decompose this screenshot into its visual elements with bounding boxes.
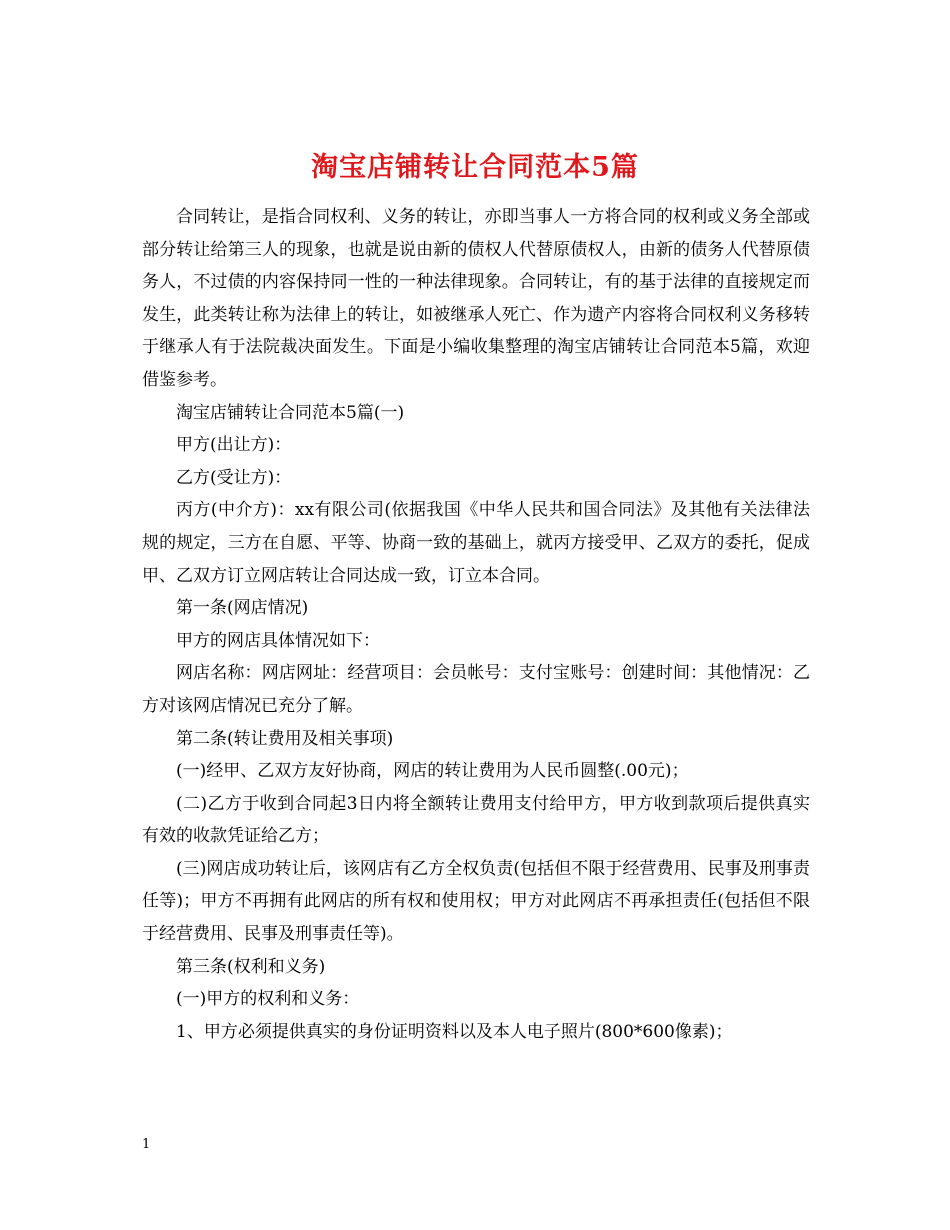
shop-info-intro: 甲方的网店具体情况如下：	[176, 630, 380, 651]
document-body	[142, 201, 810, 1048]
page-number: 1	[142, 1137, 151, 1152]
article-2-clause-2: (二)乙方于收到合同起3日内将全额转让费用支付给甲方，甲方收到款项后提供真实有效的收款凭证给乙方；	[142, 793, 810, 847]
document-title: 淘宝店铺转让合同范本5篇	[311, 152, 639, 184]
article-1-heading: 第一条(网店情况)	[176, 598, 309, 619]
party-a-rights-item-1: 1、甲方必须提供真实的身份证明资料以及本人电子照片(800*600像素)；	[176, 1021, 733, 1042]
shop-info-details: 网店名称：网店网址：经营项目：会员帐号：支付宝账号：创建时间：其他情况：乙方对该网店情况已充分了解。	[142, 663, 810, 716]
article-2-clause-1: (一)经甲、乙双方友好协商，网店的转让费用为人民币圆整(.00元)；	[176, 761, 689, 782]
article-2-clause-3: (三)网店成功转让后，该网店有乙方全权负责(包括但不限于经营费用、民事及刑事责任等)；甲方不再拥有此网店的所有权和使用权；甲方对此网店不再承担责任(包括但不限于经营费用、民事及刑事责任等)。	[142, 858, 810, 945]
contract-heading: 淘宝店铺转让合同范本5篇(一)	[176, 402, 405, 423]
intro-paragraph: 合同转让，是指合同权利、义务的转让，亦即当事人一方将合同的权利或义务全部或部分转让给第三人的现象，也就是说由新的债权人代替原债权人，由新的债务人代替原债务人，不过债的内容保持同一性的一种法律现象。合同转让，有的基于法律的直接规定而发生，此类转让称为法律上的转让，如被继承人死亡、作为遗产内容将合同权利义务移转于继承人有于法院裁决面发生。下面是小编收集整理的淘宝店铺转让合同范本5篇，欢迎借鉴参考。	[142, 207, 810, 390]
article-3-heading: 第三条(权利和义务)	[176, 956, 326, 977]
party-b-line: 乙方(受让方)：	[176, 467, 292, 488]
party-c-paragraph: 丙方(中介方)：xx有限公司(依据我国《中华人民共和国合同法》及其他有关法律法规的规定，三方在自愿、平等、协商一致的基础上，就丙方接受甲、乙双方的委托，促成甲、乙双方订立网店转让合同达成一致，订立本合同。	[142, 500, 810, 586]
party-a-rights-heading: (一)甲方的权利和义务：	[176, 989, 360, 1010]
article-2-heading: 第二条(转让费用及相关事项)	[176, 728, 394, 749]
party-a-line: 甲方(出让方)：	[176, 435, 292, 456]
